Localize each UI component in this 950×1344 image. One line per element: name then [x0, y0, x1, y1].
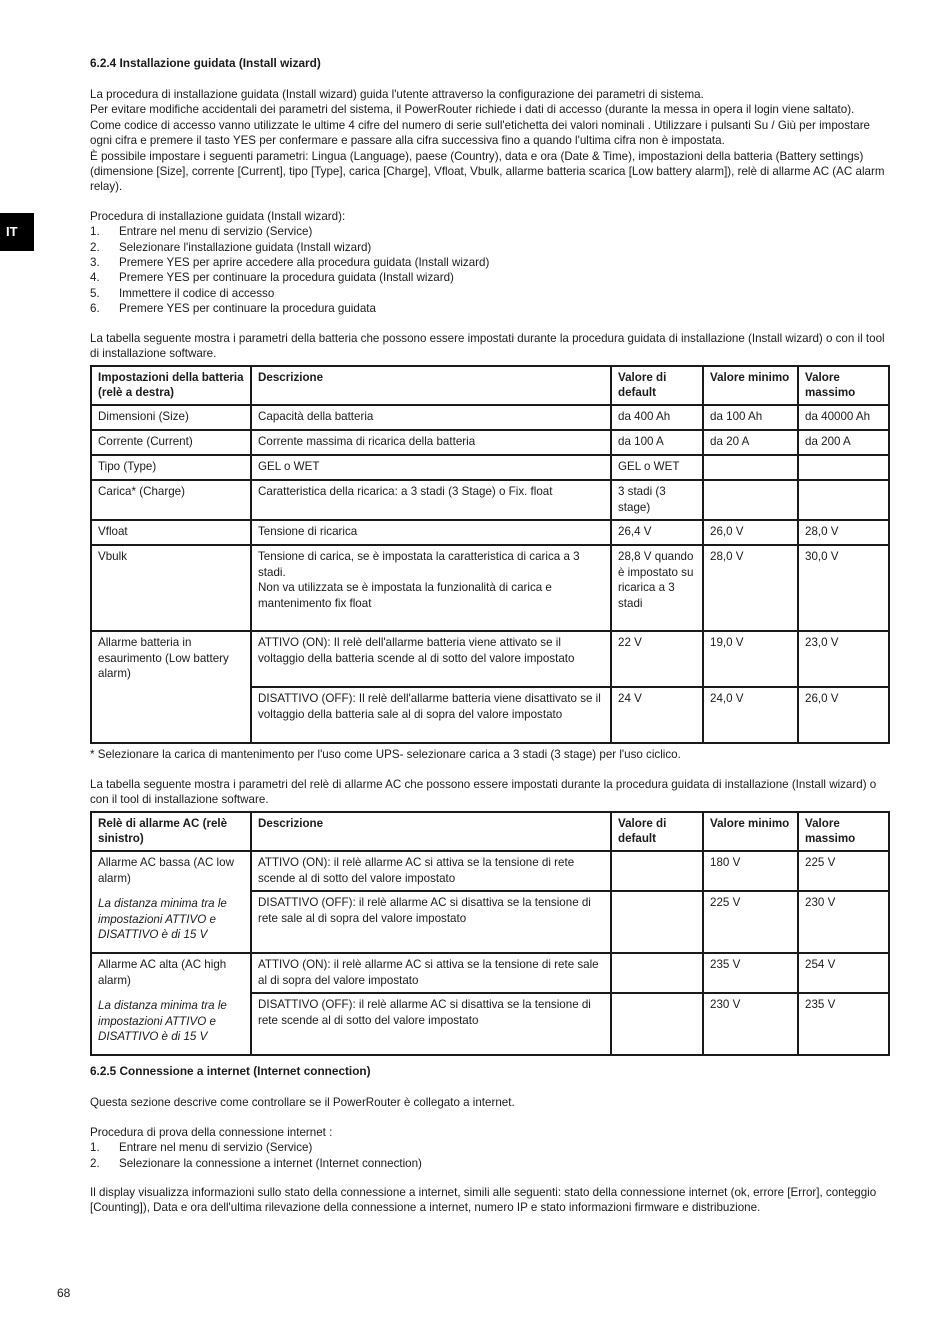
table-cell: 28,0 V	[798, 520, 889, 545]
step-text: Premere YES per continuare la procedura guidata (Install wizard)	[119, 271, 454, 285]
step-number: 2.	[90, 1156, 100, 1170]
procedure-title: Procedura di installazione guidata (Install wizard):	[90, 209, 346, 223]
language-tab: IT	[0, 213, 34, 251]
table-cell: 26,0 V	[703, 520, 798, 545]
step-number: 3.	[90, 256, 100, 270]
column-header: Valore di default	[611, 366, 703, 406]
table-cell: 28,8 V quando è impostato su ricarica a 3 stadi	[611, 545, 703, 631]
page-content	[90, 56, 888, 1216]
step-number: 2.	[90, 240, 100, 254]
ac-alarm-relay-table	[90, 811, 890, 1057]
battery-table-intro: La tabella seguente mostra i parametri della batteria che possono essere impostati durante la procedura guidata di installazione (Install wizard) o con il tool di installazione software.	[90, 331, 885, 361]
table-cell: Caratteristica della ricarica: a 3 stadi (3 Stage) o Fix. float	[251, 480, 611, 520]
intro-paragraph: Come codice di accesso vanno utilizzate le ultime 4 cifre del numero di serie sull'etichetta dei valori nominali . Utilizzare i pulsanti Su / Giù per impostare ogni cifra e premere il tasto YES per confermare e passare alla cifra successiva fino a quando l'ultima cifra non è impostata.	[90, 118, 870, 148]
wizard-steps-list	[90, 224, 888, 316]
table-cell: 225 V	[798, 851, 889, 891]
group-label: Allarme AC bassa (AC low alarm)	[98, 856, 234, 885]
column-header: Valore massimo	[798, 366, 889, 406]
table-cell	[703, 455, 798, 480]
table-cell: Tensione di carica, se è impostata la caratteristica di carica a 3 stadi. Non va utilizzata se è impostata la funzionalità di carica e mantenimento fix float	[251, 545, 611, 631]
page-number: 68	[57, 1286, 71, 1300]
group-label: Allarme AC alta (AC high alarm)	[98, 958, 227, 987]
step-text: Immettere il codice di accesso	[119, 286, 275, 300]
table-cell: 24 V	[611, 687, 703, 743]
table-cell: 254 V	[798, 953, 889, 993]
table-cell: Vfloat	[91, 520, 251, 545]
table-footnote: * Selezionare la carica di mantenimento per l'uso come UPS- selezionare carica a 3 stadi (3 stage) per l'uso ciclico.	[90, 748, 681, 762]
column-header: Valore minimo	[703, 366, 798, 406]
table-cell: Tensione di ricarica	[251, 520, 611, 545]
table-cell: 24,0 V	[703, 687, 798, 743]
intro-paragraph: Per evitare modifiche accidentali dei parametri del sistema, il PowerRouter richiede i dati di accesso (durante la messa in opera il login viene saltato).	[90, 103, 855, 117]
group-note: La distanza minima tra le impostazioni ATTIVO e DISATTIVO è di 15 V	[98, 897, 227, 941]
intro-block	[90, 87, 888, 195]
list-item	[90, 301, 888, 316]
step-number: 5.	[90, 286, 100, 300]
table-cell: Allarme batteria in esaurimento (Low battery alarm)	[91, 631, 251, 743]
table-cell: 19,0 V	[703, 631, 798, 687]
table-cell: 235 V	[703, 953, 798, 993]
table-row	[91, 631, 889, 687]
table-row	[91, 851, 889, 891]
column-header: Impostazioni della batteria (relè a destra)	[91, 366, 251, 406]
table-cell	[798, 455, 889, 480]
table-cell: da 100 Ah	[703, 405, 798, 430]
table-cell: da 20 A	[703, 430, 798, 455]
table-cell	[703, 480, 798, 520]
table-cell: 235 V	[798, 993, 889, 1055]
step-number: 4.	[90, 271, 100, 285]
section-intro: Questa sezione descrive come controllare se il PowerRouter è collegato a internet.	[90, 1096, 515, 1110]
table-cell: da 400 Ah	[611, 405, 703, 430]
table-cell: 26,4 V	[611, 520, 703, 545]
table-cell: ATTIVO (ON): il relè allarme AC si attiva se la tensione di rete sale al di sopra del valore impostato	[251, 953, 611, 993]
table-cell: 22 V	[611, 631, 703, 687]
step-text: Premere YES per continuare la procedura guidata	[119, 302, 376, 316]
step-text: Selezionare l'installazione guidata (Install wizard)	[119, 240, 372, 254]
list-item	[90, 240, 888, 255]
list-item	[90, 1140, 888, 1155]
table-cell: Corrente (Current)	[91, 430, 251, 455]
table-cell: da 40000 Ah	[798, 405, 889, 430]
column-header: Valore massimo	[798, 812, 889, 852]
table-row	[91, 430, 889, 455]
step-number: 1.	[90, 1141, 100, 1155]
list-item	[90, 255, 888, 270]
table-cell	[611, 851, 703, 891]
table-cell: 180 V	[703, 851, 798, 891]
table-cell: 26,0 V	[798, 687, 889, 743]
table-row	[91, 520, 889, 545]
intro-paragraph: È possibile impostare i seguenti parametri: Lingua (Language), paese (Country), data e ora (Date & Time), impostazioni della batteria (Battery settings) (dimensione [Size], corrente [Current], tipo [Type], carica [Charge], Vfloat, Vbulk, allarme batteria scarica [Low battery alarm]), relè di allarme AC (AC alarm relay).	[90, 149, 885, 194]
table-cell: 230 V	[703, 993, 798, 1055]
table-cell	[91, 953, 251, 1055]
table-cell: 225 V	[703, 891, 798, 953]
table-cell: da 200 A	[798, 430, 889, 455]
table-cell: Tipo (Type)	[91, 455, 251, 480]
battery-settings-table	[90, 365, 890, 745]
step-number: 6.	[90, 302, 100, 316]
table-cell: Carica* (Charge)	[91, 480, 251, 520]
step-text: Selezionare la connessione a internet (Internet connection)	[119, 1156, 422, 1170]
table-cell: DISATTIVO (OFF): il relè allarme AC si disattiva se la tensione di rete sale al di sopra del valore impostato	[251, 891, 611, 953]
step-text: Entrare nel menu di servizio (Service)	[119, 225, 313, 239]
list-item	[90, 224, 888, 239]
step-text: Entrare nel menu di servizio (Service)	[119, 1141, 313, 1155]
column-header: Descrizione	[251, 366, 611, 406]
step-text: Premere YES per aprire accedere alla procedura guidata (Install wizard)	[119, 256, 490, 270]
list-item	[90, 1156, 888, 1171]
table-cell	[798, 480, 889, 520]
table-cell: Capacità della batteria	[251, 405, 611, 430]
table-cell: Vbulk	[91, 545, 251, 631]
section-heading-624: 6.2.4 Installazione guidata (Install wizard)	[90, 56, 321, 70]
table-row	[91, 480, 889, 520]
display-info-paragraph: Il display visualizza informazioni sullo stato della connessione a internet, simili alle seguenti: stato della connessione internet (ok, errore [Error], conteggio [Counting]), Data e ora dell'ultima rilevazione della connessione a internet, numero IP e stato informazioni firmware e distribuzione.	[90, 1185, 877, 1215]
table-cell: da 100 A	[611, 430, 703, 455]
intro-paragraph: La procedura di installazione guidata (Install wizard) guida l'utente attraverso la configurazione dei parametri di sistema.	[90, 88, 704, 101]
table-cell: 28,0 V	[703, 545, 798, 631]
table-cell: Dimensioni (Size)	[91, 405, 251, 430]
table-cell: Corrente massima di ricarica della batteria	[251, 430, 611, 455]
column-header: Descrizione	[251, 812, 611, 852]
column-header: Valore minimo	[703, 812, 798, 852]
table-row	[91, 545, 889, 631]
column-header: Relè di allarme AC (relè sinistro)	[91, 812, 251, 852]
step-number: 1.	[90, 225, 100, 239]
table-cell: ATTIVO (ON): Il relè dell'allarme batteria viene attivato se il voltaggio della batteria scende al di sotto del valore impostato	[251, 631, 611, 687]
table-cell: 30,0 V	[798, 545, 889, 631]
table-row	[91, 405, 889, 430]
table-cell: 230 V	[798, 891, 889, 953]
table-row	[91, 455, 889, 480]
list-item	[90, 286, 888, 301]
table-cell: ATTIVO (ON): il relè allarme AC si attiva se la tensione di rete scende al di sotto del valore impostato	[251, 851, 611, 891]
table-cell	[91, 851, 251, 953]
table-cell: 3 stadi (3 stage)	[611, 480, 703, 520]
table-cell: DISATTIVO (OFF): Il relè dell'allarme batteria viene disattivato se il voltaggio della batteria sale al di sopra del valore impostato	[251, 687, 611, 743]
table-cell	[611, 891, 703, 953]
table-row	[91, 953, 889, 993]
procedure-title: Procedura di prova della connessione internet :	[90, 1125, 333, 1139]
section-heading-625: 6.2.5 Connessione a internet (Internet connection)	[90, 1064, 371, 1079]
column-header: Valore di default	[611, 812, 703, 852]
table-header-row	[91, 366, 889, 406]
group-note: La distanza minima tra le impostazioni ATTIVO e DISATTIVO è di 15 V	[98, 999, 227, 1043]
ac-table-intro: La tabella seguente mostra i parametri del relè di allarme AC che possono essere impostati durante la procedura guidata di installazione (Install wizard) o con il tool di installazione software.	[90, 777, 877, 807]
table-cell: GEL o WET	[611, 455, 703, 480]
table-cell	[611, 953, 703, 993]
table-cell: 23,0 V	[798, 631, 889, 687]
table-header-row	[91, 812, 889, 852]
internet-steps-list	[90, 1140, 888, 1171]
table-cell	[611, 993, 703, 1055]
list-item	[90, 270, 888, 285]
table-cell: DISATTIVO (OFF): il relè allarme AC si disattiva se la tensione di rete scende al di sotto del valore impostato	[251, 993, 611, 1055]
table-cell: GEL o WET	[251, 455, 611, 480]
